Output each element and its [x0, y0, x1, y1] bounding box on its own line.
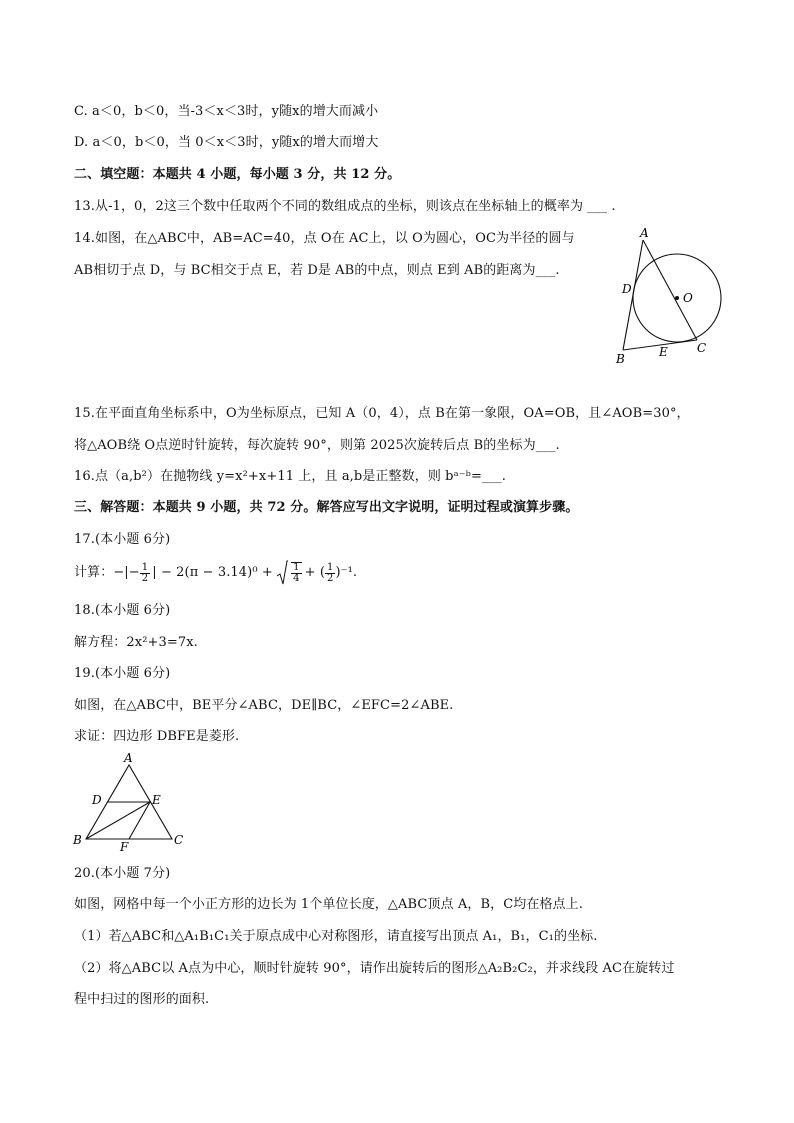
figure-q19-rhombus — [70, 750, 195, 855]
question-17-header: 17.(本小题 6分) — [74, 532, 171, 547]
option-d: D. a＜0，b＜0，当 0＜x＜3时，y随x的增大而增大 — [74, 135, 379, 150]
figure-q14-triangle-circle — [605, 226, 735, 371]
question-15-line2: 将△AOB绕 O点逆时针旋转，每次旋转 90°，则第 2025次旋转后点 B的坐标为___. — [74, 438, 560, 453]
option-c: C. a＜0，b＜0，当-3＜x＜3时，y随x的增大而减小 — [74, 104, 379, 119]
section-fill-in-title: 二、填空题：本题共 4 小题，每小题 3 分，共 12 分。 — [74, 167, 401, 182]
expr-part1: −|− — [113, 565, 140, 580]
question-19-prove: 求证：四边形 DBFE是菱形. — [74, 729, 240, 744]
label-o: O — [683, 291, 693, 305]
label-b: B — [616, 352, 625, 366]
question-20-text: 如图，网格中每一个小正方形的边长为 1个单位长度，△ABC顶点 A，B，C均在格点上. — [74, 897, 583, 912]
question-15-line1: 15.在平面直角坐标系中，O为坐标原点，已知 A（0，4），点 B在第一象限，OA=OB，且∠AOB=30°， — [74, 406, 690, 421]
question-18-header: 18.(本小题 6分) — [74, 603, 171, 618]
question-20-header: 20.(本小题 7分) — [74, 866, 171, 881]
calc-prefix: 计算： — [74, 565, 114, 580]
expr-part3: + ( — [304, 565, 325, 580]
label-b: B — [73, 833, 82, 847]
question-13: 13.从-1，0，2这三个数中任取两个不同的数组成点的坐标，则该点在坐标轴上的概率为 ___ . — [74, 199, 616, 214]
label-e: E — [152, 793, 161, 807]
fraction-one-half-2: $\frac{1}{2}$ — [327, 561, 334, 584]
label-e: E — [659, 345, 668, 359]
segment-be — [86, 802, 150, 839]
label-a: A — [124, 751, 133, 765]
question-17-expression — [74, 560, 357, 586]
question-16: 16.点（a,b²）在抛物线 y=x²+x+11 上，且 a,b是正整数，则 bᵃ⁻ᵇ=___. — [74, 469, 506, 484]
label-f: F — [120, 840, 129, 854]
sqrt-one-quarter: $\frac{1}{4}$ — [276, 560, 302, 586]
question-19-header: 19.(本小题 6分) — [74, 666, 171, 681]
expr-part4: )⁻¹. — [335, 565, 358, 580]
label-d: D — [92, 793, 102, 807]
question-14-line2: AB相切于点 D，与 BC相交于点 E，若 D是 AB的中点，则点 E到 AB的距离为___. — [74, 263, 560, 278]
question-20-part2-line1: （2）将△ABC以 A点为中心，顺时针旋转 90°，请作出旋转后的图形△A₂B₂C₂，并求线段 AC在旋转过 — [74, 961, 675, 976]
label-c: C — [174, 833, 184, 847]
question-19-text: 如图，在△ABC中，BE平分∠ABC，DE∥BC，∠EFC=2∠ABE. — [74, 698, 454, 713]
fraction-one-half: $\frac{1}{2}$ — [141, 561, 149, 584]
question-14-line1: 14.如图，在△ABC中，AB=AC=40，点 O在 AC上，以 O为圆心，OC为半径的圆与 — [74, 231, 575, 246]
question-20-part2-line2: 程中扫过的图形的面积. — [74, 992, 210, 1007]
question-20-part1: （1）若△ABC和△A₁B₁C₁关于原点成中心对称图形，请直接写出顶点 A₁，B₁，C₁的坐标. — [74, 929, 598, 944]
question-18-equation: 解方程：2x²+3=7x. — [74, 635, 198, 650]
section-answer-title: 三、解答题：本题共 9 小题，共 72 分。解答应写出文字说明，证明过程或演算步骤。 — [74, 500, 579, 515]
label-c: C — [697, 341, 707, 355]
label-d: D — [622, 282, 632, 296]
label-a: A — [640, 226, 649, 240]
center-o-dot — [675, 296, 679, 300]
expr-part2: | − 2(π − 3.14)⁰ + — [152, 565, 273, 580]
